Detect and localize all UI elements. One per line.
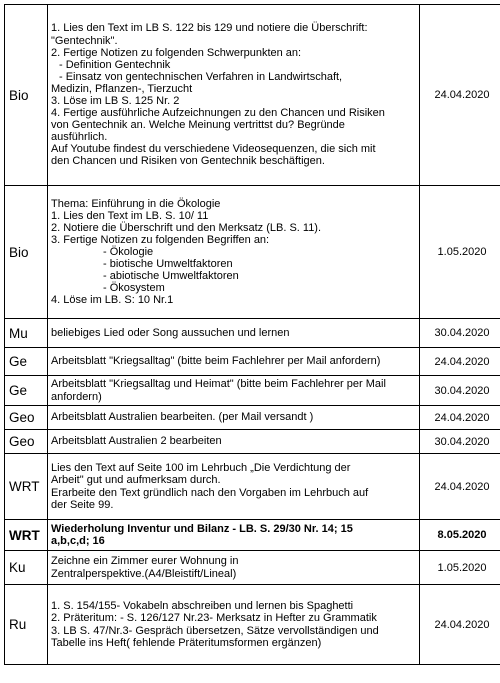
task-line: "Gentechnik". bbox=[51, 34, 118, 47]
task-line: a,b,c,d; 16 bbox=[51, 535, 105, 547]
subject-cell: Ge bbox=[5, 376, 48, 406]
due-date-cell: 24.04.2020 bbox=[420, 454, 500, 520]
task-line: Medizin, Pflanzen-, Tierzucht bbox=[51, 82, 193, 95]
table-row bbox=[5, 585, 500, 665]
table-row bbox=[5, 319, 500, 348]
task-line: 2. Präteritum: - S. 126/127 Nr.23- Merksatz in Hefter zu Grammatik bbox=[51, 612, 377, 625]
table-row bbox=[5, 406, 500, 430]
subject-cell: Bio bbox=[5, 186, 48, 319]
due-date-cell: 8.05.2020 bbox=[420, 520, 500, 551]
subject-cell: Geo bbox=[5, 406, 48, 430]
task-line: - Ökologie bbox=[103, 245, 154, 258]
table-row bbox=[5, 5, 500, 186]
task-line: der Seite 99. bbox=[51, 498, 114, 511]
task-line: - abiotische Umweltfaktoren bbox=[103, 270, 239, 283]
table-row bbox=[5, 348, 500, 376]
task-line: - Ökosystem bbox=[103, 282, 165, 295]
task-cell bbox=[48, 520, 420, 551]
subject-cell: Bio bbox=[5, 5, 48, 186]
task-line: - Einsatz von gentechnischen Verfahren in Landwirtschaft, bbox=[59, 70, 343, 83]
task-line: ausführlich. bbox=[51, 131, 108, 144]
subject-cell: Ge bbox=[5, 348, 48, 376]
homework-table bbox=[4, 4, 500, 665]
task-line: beliebiges Lied oder Song aussuchen und lernen bbox=[51, 326, 290, 339]
due-date-cell: 1.05.2020 bbox=[420, 551, 500, 585]
due-date-cell: 24.04.2020 bbox=[420, 5, 500, 186]
task-cell bbox=[48, 348, 420, 376]
subject-cell: Ku bbox=[5, 551, 48, 585]
task-line: - Definition Gentechnik bbox=[59, 58, 171, 71]
due-date-cell: 24.04.2020 bbox=[420, 406, 500, 430]
task-cell bbox=[48, 376, 420, 406]
task-line: 4. Löse im LB. S: 10 Nr.1 bbox=[51, 294, 174, 307]
task-line: Lies den Text auf Seite 100 im Lehrbuch „Die Verdichtung der bbox=[51, 462, 351, 475]
task-cell bbox=[48, 585, 420, 665]
task-line: den Chancen und Risiken von Gentechnik beschäftigen. bbox=[51, 155, 325, 168]
task-line: Auf Youtube findest du verschiedene Videosequenzen, die sich mit bbox=[51, 143, 376, 156]
task-line: Zeichne ein Zimmer eurer Wohnung in bbox=[51, 555, 239, 568]
task-line: 2. Notiere die Überschrift und den Merksatz (LB. S. 11). bbox=[51, 221, 322, 234]
task-line: - biotische Umweltfaktoren bbox=[103, 258, 233, 271]
task-cell bbox=[48, 551, 420, 585]
task-line: Arbeitsblatt "Kriegsalltag" (bitte beim Fachlehrer per Mail anfordern) bbox=[51, 355, 381, 368]
table-row bbox=[5, 454, 500, 520]
task-line: Wiederholung Inventur und Bilanz - LB. S. 29/30 Nr. 14; 15 bbox=[51, 522, 353, 535]
task-line: Arbeitsblatt Australien bearbeiten. (per Mail versandt ) bbox=[51, 411, 314, 424]
task-line: Arbeitsblatt "Kriegsalltag und Heimat" (bitte beim Fachlehrer per Mail bbox=[51, 378, 386, 391]
due-date-cell: 1.05.2020 bbox=[420, 186, 500, 319]
task-line: 4. Fertige ausführliche Aufzeichnungen zu den Chancen und Risiken bbox=[51, 107, 385, 120]
task-line: Arbeitsblatt Australien 2 bearbeiten bbox=[51, 435, 222, 448]
table-row bbox=[5, 376, 500, 406]
table-row bbox=[5, 520, 500, 551]
table-row bbox=[5, 551, 500, 585]
task-cell bbox=[48, 406, 420, 430]
subject-cell: Ru bbox=[5, 585, 48, 665]
task-cell bbox=[48, 186, 420, 319]
due-date-cell: 30.04.2020 bbox=[420, 376, 500, 406]
task-line: Zentralperspektive.(A4/Bleistift/Lineal) bbox=[51, 567, 237, 580]
task-line: anfordern) bbox=[51, 390, 102, 403]
task-line: 2. Fertige Notizen zu folgenden Schwerpunkten an: bbox=[51, 46, 302, 59]
due-date-cell: 24.04.2020 bbox=[420, 585, 500, 665]
task-line: 3. LB S. 47/Nr.3- Gespräch übersetzen, Sätze vervollständigen und bbox=[51, 624, 379, 637]
due-date-cell: 24.04.2020 bbox=[420, 348, 500, 376]
task-line: 1. S. 154/155- Vokabeln abschreiben und lernen bis Spaghetti bbox=[51, 600, 354, 613]
subject-cell: Mu bbox=[5, 319, 48, 348]
table-row bbox=[5, 430, 500, 454]
subject-cell: WRT bbox=[5, 520, 48, 551]
task-line: 1. Lies den Text im LB. S. 10/ 11 bbox=[51, 209, 209, 222]
task-line: Tabelle ins Heft( fehlende Präteritumsformen ergänzen) bbox=[51, 636, 322, 649]
due-date-cell: 30.04.2020 bbox=[420, 319, 500, 348]
task-line: 1. Lies den Text im LB S. 122 bis 129 und notiere die Überschrift: bbox=[51, 22, 368, 35]
task-line: 3. Löse im LB S. 125 Nr. 2 bbox=[51, 95, 180, 107]
task-line: Thema: Einführung in die Ökologie bbox=[51, 197, 221, 210]
homework-table-body bbox=[5, 5, 500, 665]
task-cell bbox=[48, 454, 420, 520]
subject-cell: Geo bbox=[5, 430, 48, 454]
task-cell bbox=[48, 319, 420, 348]
due-date-cell: 30.04.2020 bbox=[420, 430, 500, 454]
task-line: 3. Fertige Notizen zu folgenden Begriffen an: bbox=[51, 233, 270, 246]
task-line: Arbeit" gut und aufmerksam durch. bbox=[51, 474, 221, 487]
task-line: von Gentechnik an. Welche Meinung vertrittst du? Begründe bbox=[51, 119, 345, 132]
task-cell bbox=[48, 430, 420, 454]
table-row bbox=[5, 186, 500, 319]
task-line: Erarbeite den Text gründlich nach den Vorgaben im Lehrbuch auf bbox=[51, 486, 369, 499]
subject-cell: WRT bbox=[5, 454, 48, 520]
task-cell bbox=[48, 5, 420, 186]
